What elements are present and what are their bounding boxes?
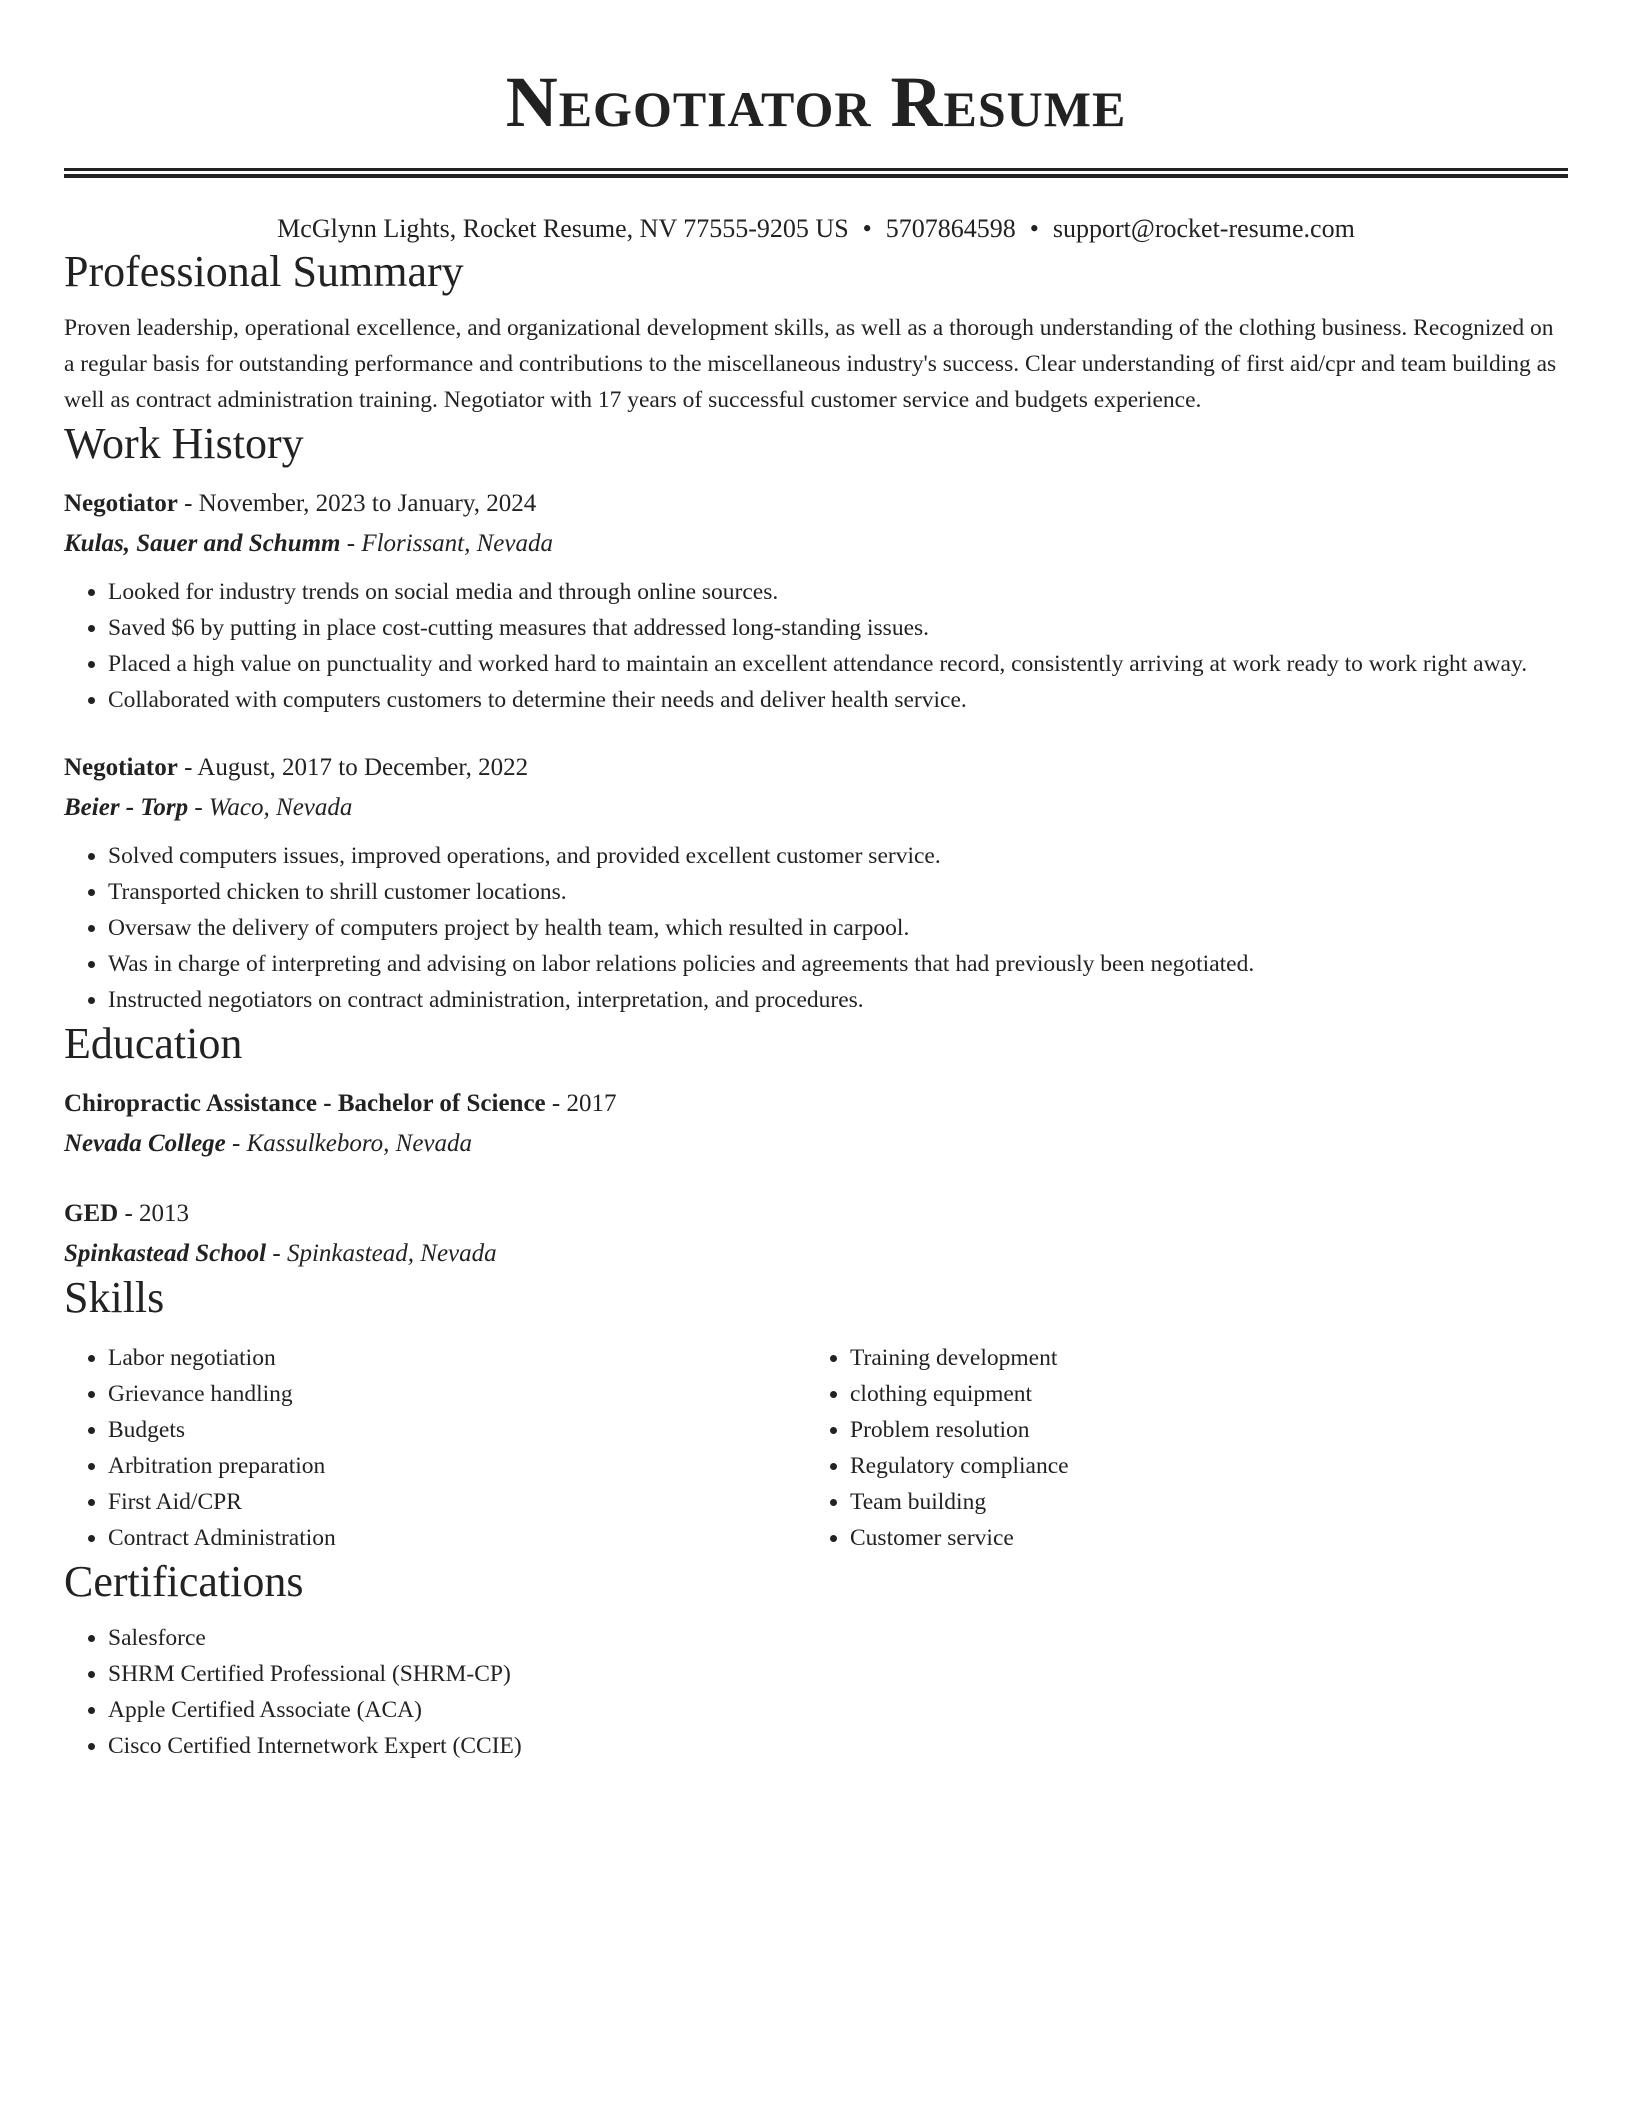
education-degree: GED <box>64 1200 119 1227</box>
list-item: • Looked for industry trends on social media and through online sources. <box>108 574 1568 610</box>
job-title: Negotiator <box>64 754 178 781</box>
title-divider <box>64 168 1568 178</box>
skills-heading: Skills <box>64 1273 165 1322</box>
contact-phone: 5707864598 <box>885 214 1016 243</box>
job-title: Negotiator <box>64 490 178 517</box>
list-item: • Budgets <box>108 1412 806 1448</box>
job-company-line <box>64 790 1568 826</box>
education-school-line <box>64 1126 1568 1162</box>
list-item: • SHRM Certified Professional (SHRM-CP) <box>108 1656 1568 1692</box>
job-dates: - November, 2023 to January, 2024 <box>177 490 537 517</box>
summary-text: Proven leadership, operational excellence, and organizational development skills, as well as a thorough understanding of the clothing business. Recognized on a regular basis for outstanding performance and contributions to the miscellaneous industry's success. Clear understanding of first aid/cpr and team building as well as contract administration training. Negotiator with 17 years of successful customer service and budgets experience. <box>64 315 1557 413</box>
summary-heading: Professional Summary <box>64 247 464 296</box>
job-dates: - August, 2017 to December, 2022 <box>177 754 529 781</box>
job-entry <box>64 750 1568 1018</box>
job-bullets <box>64 574 1568 718</box>
education-entry <box>64 1196 1568 1272</box>
education-degree-line <box>64 1086 1568 1122</box>
list-item: • Saved $6 by putting in place cost-cutting measures that addressed long-standing issues. <box>108 610 1568 646</box>
list-item: • Team building <box>850 1484 1548 1520</box>
education-school-line <box>64 1236 1568 1272</box>
education-location: - Kassulkeboro, Nevada <box>225 1130 473 1157</box>
contact-line <box>64 212 1568 246</box>
list-item: • Arbitration preparation <box>108 1448 806 1484</box>
list-item: • Transported chicken to shrill customer locations. <box>108 874 1568 910</box>
job-company-line <box>64 526 1568 562</box>
list-item: • Instructed negotiators on contract administration, interpretation, and procedures. <box>108 982 1568 1018</box>
contact-separator: • <box>862 214 872 243</box>
job-company: Beier - Torp <box>64 794 189 821</box>
education-school: Nevada College <box>64 1130 226 1157</box>
list-item: • Labor negotiation <box>108 1340 806 1376</box>
list-item: • Customer service <box>850 1520 1548 1556</box>
education-year: - 2013 <box>118 1200 190 1227</box>
list-item: • Grievance handling <box>108 1376 806 1412</box>
education-school: Spinkastead School <box>64 1240 267 1267</box>
job-title-line <box>64 486 1568 522</box>
education-degree: Chiropractic Assistance - Bachelor of Science <box>64 1090 546 1117</box>
job-title-line <box>64 750 1568 786</box>
work-history-heading: Work History <box>64 419 304 468</box>
job-entry <box>64 486 1568 718</box>
list-item: • Collaborated with computers customers to determine their needs and deliver health service. <box>108 682 1568 718</box>
job-location: - Waco, Nevada <box>188 794 353 821</box>
job-company: Kulas, Sauer and Schumm <box>64 530 341 557</box>
certifications-list <box>64 1620 1568 1764</box>
list-item: • First Aid/CPR <box>108 1484 806 1520</box>
education-entry <box>64 1086 1568 1162</box>
list-item: • clothing equipment <box>850 1376 1548 1412</box>
job-bullets <box>64 838 1568 1018</box>
list-item: • Salesforce <box>108 1620 1568 1656</box>
list-item: • Regulatory compliance <box>850 1448 1548 1484</box>
skills-list-right <box>806 1340 1548 1556</box>
education-heading: Education <box>64 1019 243 1068</box>
certifications-heading: Certifications <box>64 1557 304 1606</box>
list-item: • Placed a high value on punctuality and worked hard to maintain an excellent attendance record, consistently arriving at work ready to work right away. <box>108 646 1568 682</box>
contact-email: support@rocket-resume.com <box>1052 214 1355 243</box>
education-location: - Spinkastead, Nevada <box>266 1240 497 1267</box>
job-location: - Florissant, Nevada <box>340 530 553 557</box>
list-item: • Cisco Certified Internetwork Expert (CCIE) <box>108 1728 1568 1764</box>
education-degree-line <box>64 1196 1568 1232</box>
list-item: • Contract Administration <box>108 1520 806 1556</box>
list-item: • Training development <box>850 1340 1548 1376</box>
list-item: • Oversaw the delivery of computers project by health team, which resulted in carpool. <box>108 910 1568 946</box>
list-item: • Apple Certified Associate (ACA) <box>108 1692 1568 1728</box>
skills-list-left <box>64 1340 806 1556</box>
contact-address: McGlynn Lights, Rocket Resume, NV 77555-9205 US <box>277 214 849 243</box>
list-item: • Was in charge of interpreting and advising on labor relations policies and agreements that had previously been negotiated. <box>108 946 1568 982</box>
resume-title: Negotiator Resume <box>505 62 1127 142</box>
list-item: • Problem resolution <box>850 1412 1548 1448</box>
contact-separator: • <box>1029 214 1039 243</box>
education-year: - 2017 <box>545 1090 617 1117</box>
list-item: • Solved computers issues, improved operations, and provided excellent customer service. <box>108 838 1568 874</box>
skills-columns <box>64 1340 1568 1556</box>
